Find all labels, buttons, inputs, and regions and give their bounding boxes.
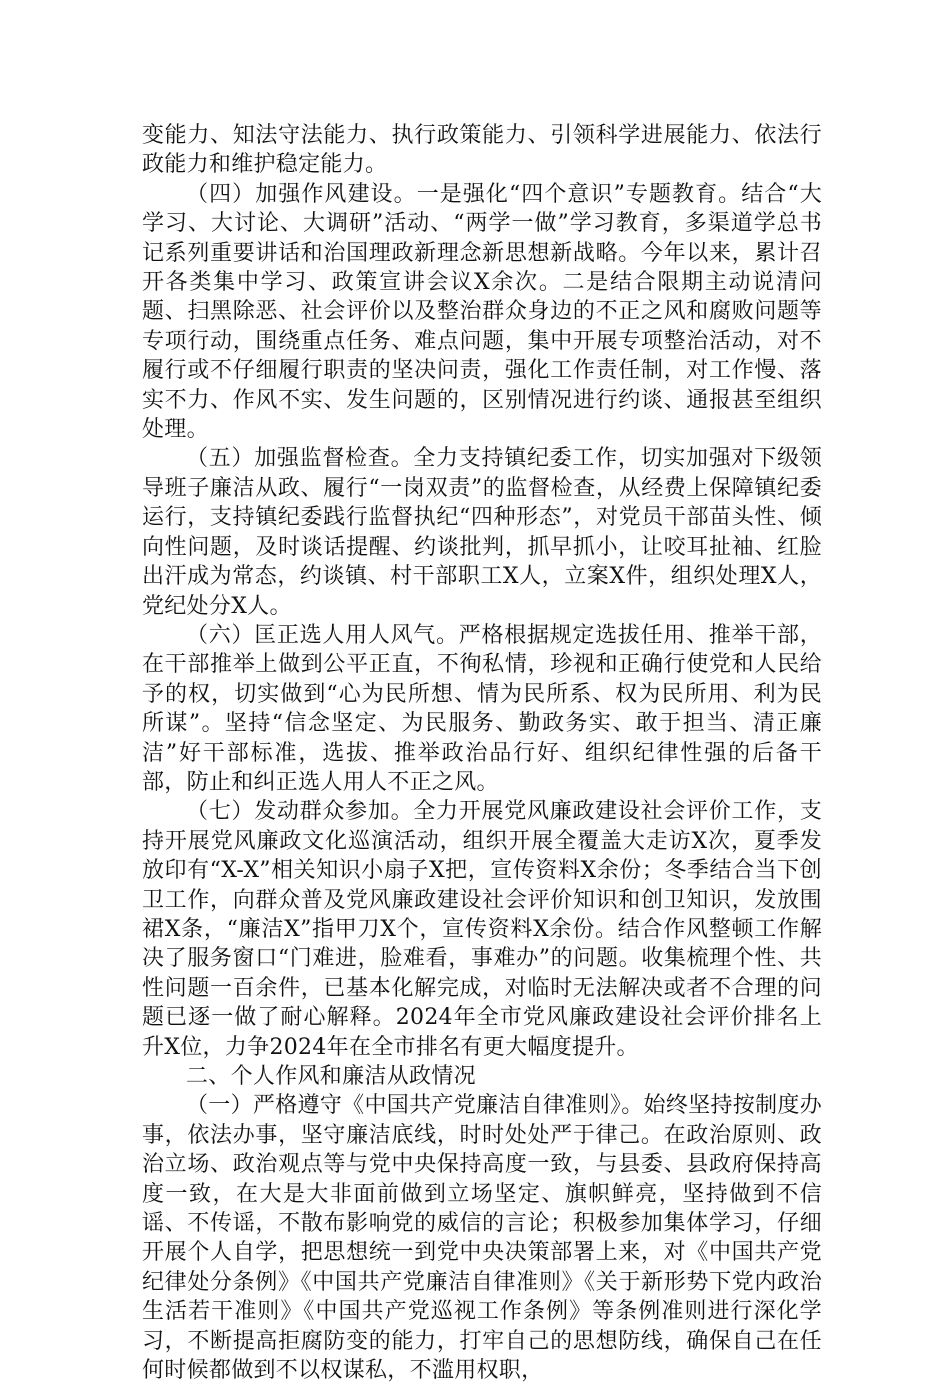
paragraph-work-style-building: （四）加强作风建设。一是强化“四个意识”专题教育。结合“大学习、大讨论、大调研”活动、“两学一做”学习教育，多渠道学总书记系列重要讲话和治国理政新理念新思想新战略。今年以来，累计召开各类集中学习、政策宣讲会议X余次。二是结合限期主动说清问题、扫黑除恶、社会评价以及整治群众身边的不正之风和腐败问题等专项行动，围绕重点任务、难点问题，集中开展专项整治活动，对不履行或不仔细履行职责的坚决问责，强化工作责任制，对工作慢、落实不力、作风不实、发生问题的，区别情况进行约谈、通报甚至组织处理。 — [142, 181, 822, 443]
section-heading-personal-conduct: 二、个人作风和廉洁从政情况 — [186, 1064, 476, 1089]
document-page — [142, 121, 822, 1385]
paragraph-supervision-inspection: （五）加强监督检查。全力支持镇纪委工作，切实加强对下级领导班子廉洁从政、履行“一岗双责”的监督检查，从经费上保障镇纪委运行，支持镇纪委践行监督执纪“四种形态”，对党员干部苗头性、倾向性问题，及时谈话提醒、约谈批判，抓早抓小，让咬耳扯袖、红脸出汗成为常态，约谈镇、村干部职工X人，立案X件，组织处理X人，党纪处分X人。 — [142, 446, 822, 619]
paragraph-capability-continuation: 变能力、知法守法能力、执行政策能力、引领科学进展能力、依法行政能力和维护稳定能力。 — [142, 123, 822, 178]
paragraph-integrity-guidelines: （一）严格遵守《中国共产党廉洁自律准则》。始终坚持按制度办事，依法办事，坚守廉洁底线，时时处处严于律己。在政治原则、政治立场、政治观点等与党中央保持高度一致，与县委、县政府保持高度一致，在大是大非面前做到立场坚定、旗帜鲜亮，坚持做到不信谣、不传谣，不散布影响党的威信的言论；积极参加集体学习，仔细开展个人自学，把思想统一到党中央决策部署上来，对《中国共产党纪律处分条例》《中国共产党廉洁自律准则》《关于新形势下党内政治生活若干准则》《中国共产党巡视工作条例》等条例准则进行深化学习，不断提高拒腐防变的能力，打牢自己的思想防线，确保自己在任何时候都做到不以权谋私，不滥用权职， — [142, 1093, 822, 1384]
paragraph-mass-participation: （七）发动群众参加。全力开展党风廉政建设社会评价工作，支持开展党风廉政文化巡演活动，组织开展全覆盖大走访X次，夏季发放印有“X-X”相关知识小扇子X把，宣传资料X余份；冬季结合当下创卫工作，向群众普及党风廉政建设社会评价知识和创卫知识，发放围裙X条，“廉洁X”指甲刀X个，宣传资料X余份。结合作风整顿工作解决了服务窗口“门难进，脸难看，事难办”的问题。收集梳理个性、共性问题一百余件，已基本化解完成，对临时无法解决或者不合理的问题已逐一做了耐心解释。2024年全市党风廉政建设社会评价排名上升X位，力争2024年在全市排名有更大幅度提升。 — [142, 799, 822, 1060]
paragraph-cadre-selection: （六）匡正选人用人风气。严格根据规定选拔任用、推举干部，在干部推举上做到公平正直，不徇私情，珍视和正确行使党和人民给予的权，切实做到“心为民所想、情为民所系、权为民所用、利为民所谋”。坚持“信念坚定、为民服务、勤政务实、敢于担当、清正廉洁”好干部标准，选拔、推举政治品行好、组织纪律性强的后备干部，防止和纠正选人用人不正之风。 — [142, 622, 822, 795]
